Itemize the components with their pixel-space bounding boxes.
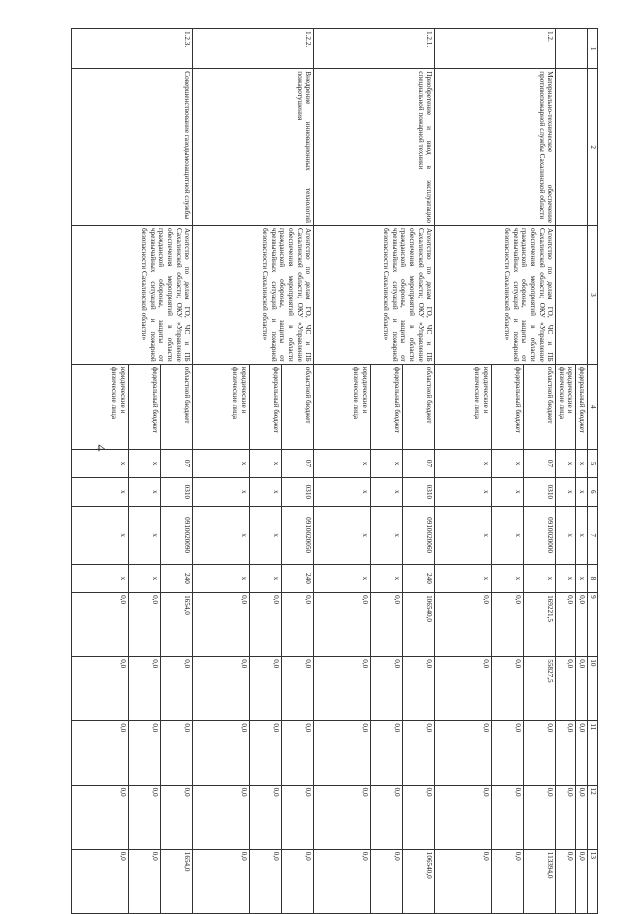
code-cell: х bbox=[128, 449, 160, 477]
funding-source: областной бюджет bbox=[281, 364, 313, 449]
value-cell: 0,0 bbox=[402, 721, 434, 785]
value-cell: 0,0 bbox=[72, 785, 128, 849]
header-cell-5: 5 bbox=[588, 449, 598, 477]
code-cell: х bbox=[314, 478, 370, 506]
value-cell: 0,0 bbox=[491, 593, 523, 657]
code-cell: х bbox=[556, 564, 576, 592]
rotated-table-sheet bbox=[109, 28, 598, 914]
code-cell: х bbox=[491, 478, 523, 506]
code-cell: 240 bbox=[160, 564, 192, 592]
funding-source: областной бюджет bbox=[160, 364, 192, 449]
header-row bbox=[588, 29, 598, 914]
funding-source: юридические и физические лица bbox=[72, 364, 128, 449]
value-cell: 0,0 bbox=[556, 721, 576, 785]
value-cell: 0,0 bbox=[193, 657, 249, 721]
code-cell: х bbox=[72, 449, 128, 477]
value-cell: 0,0 bbox=[128, 593, 160, 657]
value-cell: 0,0 bbox=[314, 657, 370, 721]
value-cell: 0,0 bbox=[160, 721, 192, 785]
code-cell: х bbox=[370, 478, 402, 506]
value-cell: 0,0 bbox=[576, 849, 588, 913]
table-body bbox=[72, 29, 588, 914]
value-cell: 0,0 bbox=[435, 785, 491, 849]
code-cell: х bbox=[72, 564, 128, 592]
section-code: 1.2.1. bbox=[314, 29, 435, 69]
code-cell: х bbox=[556, 506, 576, 564]
code-cell: 0910020000 bbox=[523, 506, 555, 564]
code-cell: х bbox=[193, 449, 249, 477]
table-row bbox=[402, 29, 434, 914]
value-cell: 0,0 bbox=[370, 849, 402, 913]
funding-source: федеральный бюджет bbox=[491, 364, 523, 449]
responsible-executor: Агентство по делам ГО, ЧС и ПБ Сахалинской области; ОКУ «Управление обеспечения мероприятий в области гражданской обороны, защиты от чрезвычайных ситуаций и пожарной безопасности Сахалинской области» bbox=[435, 225, 556, 364]
code-cell: х bbox=[249, 564, 281, 592]
value-cell: 0,0 bbox=[370, 657, 402, 721]
code-cell: х bbox=[72, 506, 128, 564]
code-cell: х bbox=[435, 506, 491, 564]
value-cell: 0,0 bbox=[370, 785, 402, 849]
code-cell: х bbox=[128, 478, 160, 506]
value-cell: 55827,5 bbox=[523, 657, 555, 721]
value-cell: 0,0 bbox=[523, 721, 555, 785]
funding-source: юридические и физические лица bbox=[435, 364, 491, 449]
value-cell: 0,0 bbox=[314, 593, 370, 657]
funding-source: федеральный бюджет bbox=[128, 364, 160, 449]
code-cell: х bbox=[523, 564, 555, 592]
code-cell: х bbox=[249, 478, 281, 506]
funding-source: юридические и физические лица bbox=[556, 364, 576, 449]
header-cell-8: 8 bbox=[588, 564, 598, 592]
value-cell: 0,0 bbox=[556, 849, 576, 913]
value-cell: 0,0 bbox=[491, 785, 523, 849]
value-cell: 0,0 bbox=[576, 657, 588, 721]
value-cell: 0,0 bbox=[576, 721, 588, 785]
table-row bbox=[523, 29, 555, 914]
code-cell: х bbox=[314, 449, 370, 477]
section-title: Совершенствование газодымозащитной службы bbox=[72, 69, 193, 226]
code-cell: х bbox=[193, 564, 249, 592]
header-cell-10: 10 bbox=[588, 657, 598, 721]
table-row bbox=[281, 29, 313, 914]
header-cell-7: 7 bbox=[588, 506, 598, 564]
code-cell: х bbox=[491, 506, 523, 564]
section-code: 1.2.3. bbox=[72, 29, 193, 69]
code-cell: 240 bbox=[281, 564, 313, 592]
section-title: Материально-техническое обеспечение противопожарной службы Сахалинской области bbox=[435, 69, 556, 226]
code-cell: 0310 bbox=[160, 478, 192, 506]
section-code: 1.2.2. bbox=[193, 29, 314, 69]
code-cell: х bbox=[314, 506, 370, 564]
empty-cell bbox=[556, 225, 588, 364]
value-cell: 106540,0 bbox=[402, 849, 434, 913]
value-cell: 0,0 bbox=[556, 785, 576, 849]
value-cell: 0,0 bbox=[249, 657, 281, 721]
value-cell: 0,0 bbox=[402, 657, 434, 721]
code-cell: 240 bbox=[402, 564, 434, 592]
section-title: Приобретение и ввод в эксплуатацию специальной пожарной техники bbox=[314, 69, 435, 226]
header-cell-13: 13 bbox=[588, 849, 598, 913]
value-cell: 0,0 bbox=[72, 721, 128, 785]
value-cell: 0,0 bbox=[281, 593, 313, 657]
empty-cell bbox=[556, 29, 588, 69]
code-cell: 07 bbox=[281, 449, 313, 477]
value-cell: 0,0 bbox=[491, 657, 523, 721]
value-cell: 0,0 bbox=[128, 721, 160, 785]
value-cell: 0,0 bbox=[402, 785, 434, 849]
code-cell: х bbox=[128, 564, 160, 592]
code-cell: х bbox=[249, 506, 281, 564]
value-cell: 0,0 bbox=[556, 657, 576, 721]
code-cell: х bbox=[193, 506, 249, 564]
header-cell-4: 4 bbox=[588, 364, 598, 449]
code-cell: х bbox=[576, 478, 588, 506]
responsible-executor: Агентство по делам ГО, ЧС и ПБ Сахалинской области; ОКУ «Управление обеспечения мероприятий в области гражданской обороны, защиты от чрезвычайных ситуаций и пожарной безопасности Сахалинской области» bbox=[72, 225, 193, 364]
page-number: 4 bbox=[92, 444, 108, 452]
funding-source: юридические и физические лица bbox=[314, 364, 370, 449]
value-cell: 0,0 bbox=[249, 849, 281, 913]
value-cell: 0,0 bbox=[314, 721, 370, 785]
value-cell: 0,0 bbox=[370, 593, 402, 657]
value-cell: 0,0 bbox=[523, 785, 555, 849]
header-cell-2: 2 bbox=[588, 69, 598, 226]
value-cell: 0,0 bbox=[491, 721, 523, 785]
code-cell: х bbox=[491, 564, 523, 592]
code-cell: 07 bbox=[523, 449, 555, 477]
header-cell-12: 12 bbox=[588, 785, 598, 849]
code-cell: 07 bbox=[402, 449, 434, 477]
funding-source: федеральный бюджет bbox=[249, 364, 281, 449]
value-cell: 0,0 bbox=[128, 785, 160, 849]
code-cell: х bbox=[435, 449, 491, 477]
code-cell: х bbox=[370, 564, 402, 592]
value-cell: 0,0 bbox=[370, 721, 402, 785]
value-cell: 0,0 bbox=[128, 849, 160, 913]
value-cell: 0,0 bbox=[576, 785, 588, 849]
code-cell: х bbox=[193, 478, 249, 506]
code-cell: 0910020050 bbox=[281, 506, 313, 564]
header-cell-9: 9 bbox=[588, 593, 598, 657]
code-cell: х bbox=[370, 506, 402, 564]
code-cell: х bbox=[370, 449, 402, 477]
value-cell: 0,0 bbox=[314, 849, 370, 913]
value-cell: 0,0 bbox=[435, 657, 491, 721]
funding-source: юридические и физические лица bbox=[193, 364, 249, 449]
value-cell: 0,0 bbox=[193, 849, 249, 913]
value-cell: 0,0 bbox=[160, 785, 192, 849]
value-cell: 0,0 bbox=[193, 721, 249, 785]
value-cell: 106540,0 bbox=[402, 593, 434, 657]
code-cell: х bbox=[556, 478, 576, 506]
value-cell: 0,0 bbox=[281, 849, 313, 913]
code-cell: х bbox=[576, 449, 588, 477]
value-cell: 0,0 bbox=[72, 849, 128, 913]
header-cell-11: 11 bbox=[588, 721, 598, 785]
code-cell: х bbox=[491, 449, 523, 477]
value-cell: 169221,5 bbox=[523, 593, 555, 657]
section-title: Внедрение инновационных технологий пожаротушения bbox=[193, 69, 314, 226]
value-cell: 0,0 bbox=[281, 657, 313, 721]
header-cell-3: 3 bbox=[588, 225, 598, 364]
responsible-executor: Агентство по делам ГО, ЧС и ПБ Сахалинской области; ОКУ «Управление обеспечения мероприятий в области гражданской обороны, защиты от чрезвычайных ситуаций и пожарной безопасности Сахалинской области» bbox=[193, 225, 314, 364]
code-cell: 07 bbox=[160, 449, 192, 477]
value-cell: 0,0 bbox=[128, 657, 160, 721]
code-cell: х bbox=[576, 564, 588, 592]
header-cell-1: 1 bbox=[588, 29, 598, 69]
value-cell: 0,0 bbox=[281, 785, 313, 849]
value-cell: 0,0 bbox=[435, 593, 491, 657]
responsible-executor: Агентство по делам ГО, ЧС и ПБ Сахалинской области; ОКУ «Управление обеспечения мероприятий в области гражданской обороны, защиты от чрезвычайных ситуаций и пожарной безопасности Сахалинской области» bbox=[314, 225, 435, 364]
value-cell: 0,0 bbox=[491, 849, 523, 913]
value-cell: 0,0 bbox=[435, 849, 491, 913]
budget-table bbox=[71, 28, 598, 914]
code-cell: х bbox=[128, 506, 160, 564]
code-cell: х bbox=[435, 478, 491, 506]
value-cell: 113394,0 bbox=[523, 849, 555, 913]
value-cell: 1654,0 bbox=[160, 849, 192, 913]
empty-cell bbox=[556, 69, 588, 226]
funding-source: федеральный бюджет bbox=[576, 364, 588, 449]
code-cell: х bbox=[556, 449, 576, 477]
table-row bbox=[576, 29, 588, 914]
code-cell: х bbox=[314, 564, 370, 592]
header-cell-6: 6 bbox=[588, 478, 598, 506]
value-cell: 0,0 bbox=[281, 721, 313, 785]
value-cell: 0,0 bbox=[576, 593, 588, 657]
value-cell: 1654,0 bbox=[160, 593, 192, 657]
table-row bbox=[160, 29, 192, 914]
section-code: 1.2. bbox=[435, 29, 556, 69]
code-cell: х bbox=[576, 506, 588, 564]
value-cell: 0,0 bbox=[193, 785, 249, 849]
code-cell: х bbox=[72, 478, 128, 506]
value-cell: 0,0 bbox=[556, 593, 576, 657]
code-cell: 0310 bbox=[281, 478, 313, 506]
value-cell: 0,0 bbox=[193, 593, 249, 657]
code-cell: х bbox=[249, 449, 281, 477]
code-cell: 0310 bbox=[402, 478, 434, 506]
value-cell: 0,0 bbox=[314, 785, 370, 849]
value-cell: 0,0 bbox=[435, 721, 491, 785]
value-cell: 0,0 bbox=[72, 657, 128, 721]
value-cell: 0,0 bbox=[72, 593, 128, 657]
funding-source: областной бюджет bbox=[402, 364, 434, 449]
funding-source: федеральный бюджет bbox=[370, 364, 402, 449]
code-cell: 0910020090 bbox=[160, 506, 192, 564]
value-cell: 0,0 bbox=[160, 657, 192, 721]
code-cell: 0310 bbox=[523, 478, 555, 506]
funding-source: областной бюджет bbox=[523, 364, 555, 449]
value-cell: 0,0 bbox=[249, 593, 281, 657]
code-cell: 0910020060 bbox=[402, 506, 434, 564]
code-cell: х bbox=[435, 564, 491, 592]
value-cell: 0,0 bbox=[249, 785, 281, 849]
value-cell: 0,0 bbox=[249, 721, 281, 785]
